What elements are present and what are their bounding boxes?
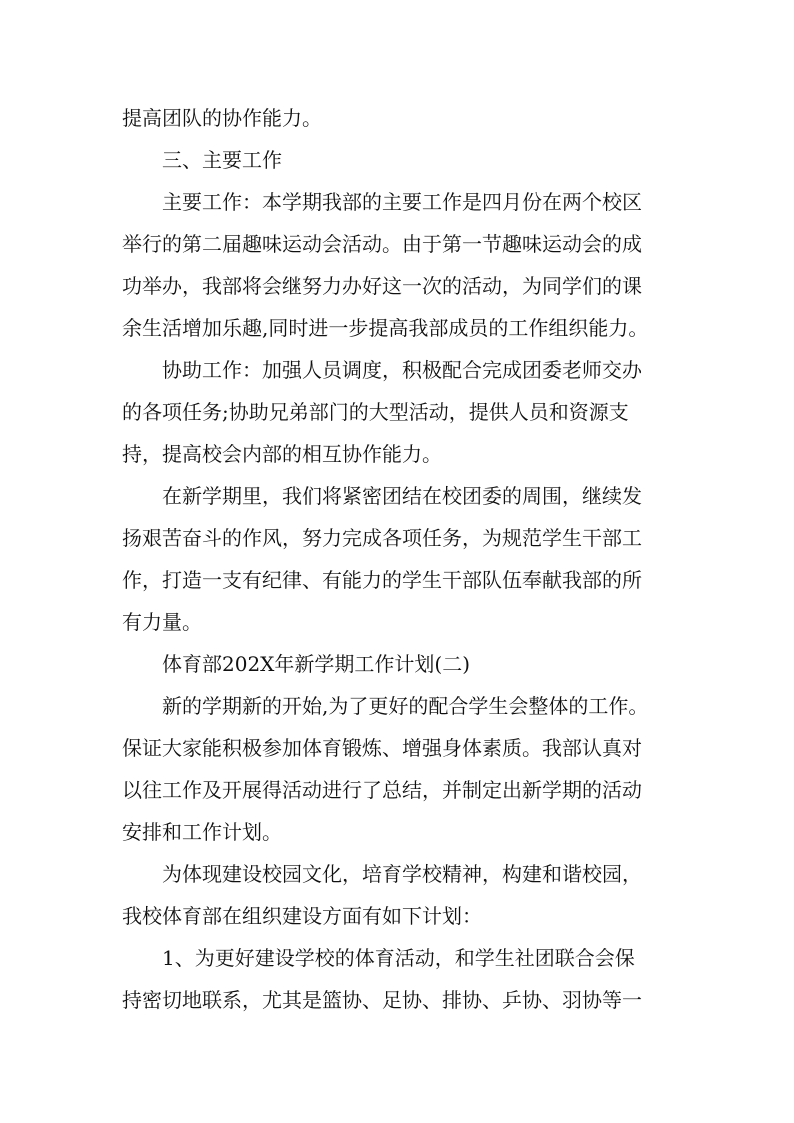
text-line-8: 的各项任务;协助兄弟部门的大型活动，提供人员和资源支 bbox=[122, 400, 629, 424]
text-line-22: 持密切地联系，尤其是篮协、足协、排协、乒协、羽协等一 bbox=[122, 988, 642, 1012]
section-heading-main-work: 三、主要工作 bbox=[162, 148, 282, 172]
text-line-5: 功举办，我部将会继努力办好这一次的活动，为同学们的课 bbox=[122, 274, 642, 298]
text-line-1: 提高团队的协作能力。 bbox=[122, 106, 322, 130]
text-line-4: 举行的第二届趣味运动会活动。由于第一节趣味运动会的成 bbox=[122, 232, 642, 256]
text-line-11: 扬艰苦奋斗的作风，努力完成各项任务，为规范学生干部工 bbox=[122, 526, 642, 550]
text-line-7: 协助工作：加强人员调度，积极配合完成团委老师交办 bbox=[162, 358, 642, 382]
text-line-16: 保证大家能积极参加体育锻炼、增强身体素质。我部认真对 bbox=[122, 736, 642, 760]
document-subtitle: 体育部202X年新学期工作计划(二) bbox=[162, 652, 471, 676]
text-line-6: 余生活增加乐趣,同时进一步提高我部成员的工作组织能力。 bbox=[122, 316, 649, 340]
text-line-12: 作，打造一支有纪律、有能力的学生干部队伍奉献我部的所 bbox=[122, 568, 642, 592]
text-line-21: 1、为更好建设学校的体育活动，和学生社团联合会保 bbox=[162, 946, 635, 970]
text-line-18: 安排和工作计划。 bbox=[122, 820, 282, 844]
text-line-9: 持，提高校会内部的相互协作能力。 bbox=[122, 442, 442, 466]
text-line-19: 为体现建设校园文化，培育学校精神，构建和谐校园， bbox=[162, 862, 642, 886]
text-line-17: 以往工作及开展得活动进行了总结，并制定出新学期的活动 bbox=[122, 778, 642, 802]
text-line-10: 在新学期里，我们将紧密团结在校团委的周围，继续发 bbox=[162, 484, 642, 508]
text-line-20: 我校体育部在组织建设方面有如下计划： bbox=[122, 904, 482, 928]
text-line-3: 主要工作：本学期我部的主要工作是四月份在两个校区 bbox=[162, 190, 642, 214]
text-line-13: 有力量。 bbox=[122, 610, 202, 634]
text-line-15: 新的学期新的开始,为了更好的配合学生会整体的工作。 bbox=[162, 694, 649, 718]
